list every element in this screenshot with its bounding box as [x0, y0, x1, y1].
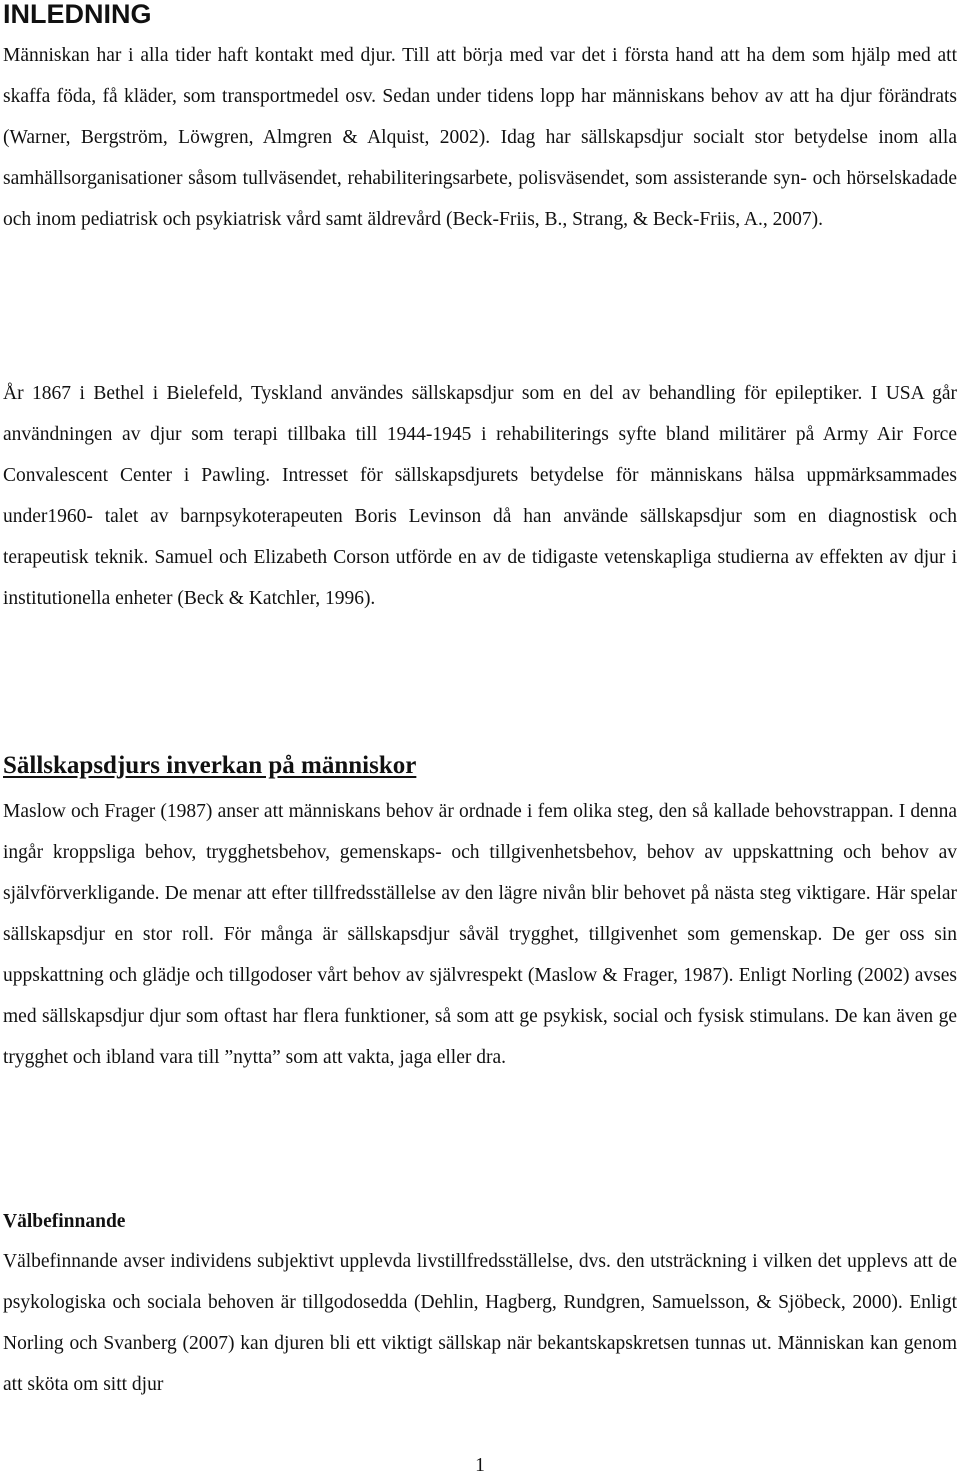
subsection-paragraph: Välbefinnande avser individens subjektivt upplevda livstillfredsställelse, dvs. den utsträckning i vilken det upplevs att de psykologiska och sociala behoven är tillgodosedda (Dehlin, Hagberg, Rundgren, Samuelsson, & Sjöbeck, 2000). Enligt Norling och Svanberg (2007) kan djuren bli ett viktigt sällskap när bekantskapskretsen tunnas ut. Människan kan genom att sköta om sitt djur — [3, 1251, 957, 1395]
page-title: INLEDNING — [3, 0, 152, 29]
section-heading: Sällskapsdjurs inverkan på människor — [3, 752, 417, 779]
subsection-heading: Välbefinnande — [3, 1211, 126, 1232]
section-paragraph: Maslow och Frager (1987) anser att människans behov är ordnade i fem olika steg, den så kallade behovstrappan. I denna ingår kroppsliga behov, trygghetsbehov, gemenskaps- och tillgivenhetsbehov, behov av uppskattning och behov av självförverkligande. De menar att efter tillfredsställelse av den lägre nivån blir behovet på nästa steg viktigare. Här spelar sällskapsdjur en stor roll. För många är sällskapsdjur såväl trygghet, tillgivenhet som gemenskap. De ger oss sin uppskattning och glädje och tillgodoser vårt behov av självrespekt (Maslow & Frager, 1987). Enligt Norling (2002) avses med sällskapsdjur djur som oftast har flera funktioner, så som att ge psykisk, social och fysisk stimulans. De kan även ge trygghet och ibland vara till ”nytta” som att vakta, jaga eller dra. — [3, 801, 957, 1068]
intro-paragraph-2: År 1867 i Bethel i Bielefeld, Tyskland användes sällskapsdjur som en del av behandling för epileptiker. I USA går användningen av djur som terapi tillbaka till 1944-1945 i rehabiliterings syfte bland militärer på Army Air Force Convalescent Center i Pawling. Intresset för sällskapsdjurets betydelse för människans hälsa uppmärksammades under1960- talet av barnpsykoterapeuten Boris Levinson då han använde sällskapsdjur som en diagnostisk och terapeutisk teknik. Samuel och Elizabeth Corson utförde en av de tidigaste vetenskapliga studierna av effekten av djur i institutionella enheter (Beck & Katchler, 1996). — [3, 383, 957, 609]
intro-paragraph-1: Människan har i alla tider haft kontakt med djur. Till att börja med var det i första hand att ha dem som hjälp med att skaffa föda, få kläder, som transportmedel osv. Sedan under tidens lopp har människans behov av att ha djur förändrats (Warner, Bergström, Löwgren, Almgren & Alquist, 2002). Idag har sällskapsdjur socialt stor betydelse inom alla samhällsorganisationer såsom tullväsendet, rehabiliteringsarbete, polisväsendet, som assisterande syn- och hörselskadade och inom pediatrisk och psykiatrisk vård samt äldrevård (Beck-Friis, B., Strang, & Beck-Friis, A., 2007). — [3, 45, 957, 230]
page-number: 1 — [475, 1455, 485, 1476]
